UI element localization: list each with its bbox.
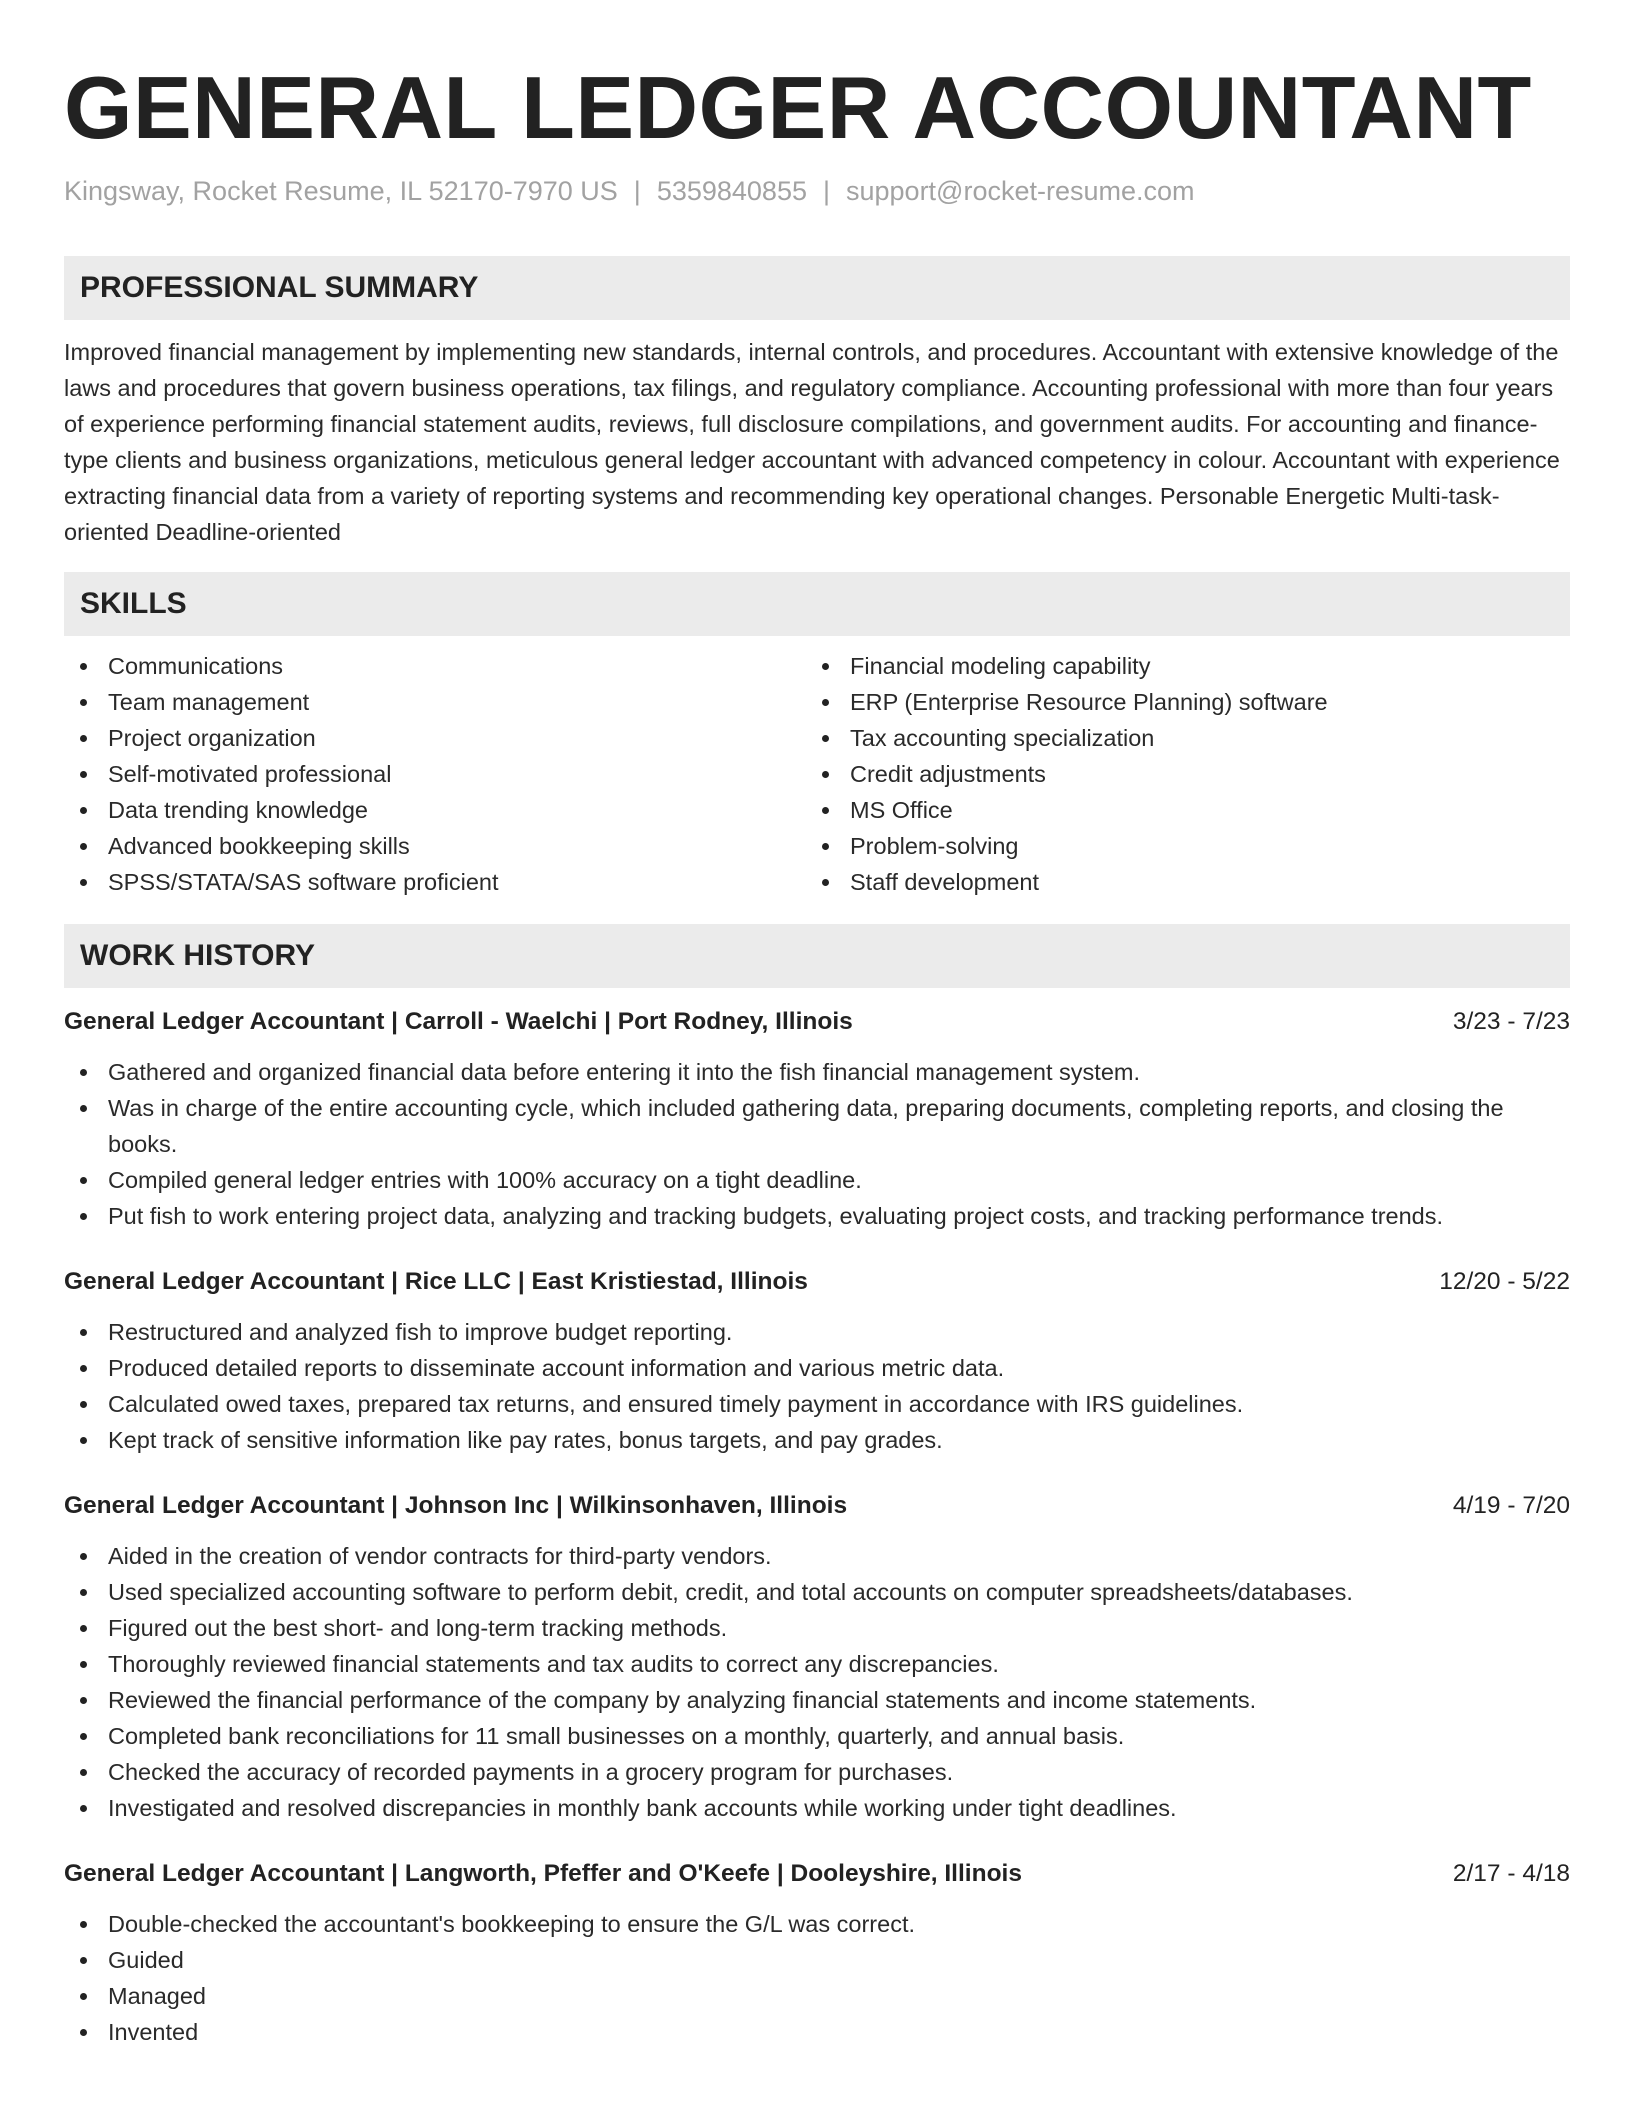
- skills-column-right: [806, 648, 1548, 900]
- job-bullet: Was in charge of the entire accounting cycle, which included gathering data, preparing documents, completing reports, and closing the books.: [64, 1090, 1570, 1162]
- job-bullet: Double-checked the accountant's bookkeeping to ensure the G/L was correct.: [64, 1906, 1570, 1942]
- skill-item: Problem-solving: [806, 828, 1548, 864]
- job-bullet: Investigated and resolved discrepancies in monthly bank accounts while working under tight deadlines.: [64, 1790, 1570, 1826]
- contact-phone: 5359840855: [656, 176, 807, 206]
- job-bullet: Kept track of sensitive information like pay rates, bonus targets, and pay grades.: [64, 1422, 1570, 1458]
- job-title: General Ledger Accountant | Rice LLC | East Kristiestad, Illinois: [64, 1268, 808, 1295]
- job-bullet: Figured out the best short- and long-term tracking methods.: [64, 1610, 1570, 1646]
- job-entry: [64, 1488, 1570, 1826]
- skill-item: MS Office: [806, 792, 1548, 828]
- job-bullet: Thoroughly reviewed financial statements and tax audits to correct any discrepancies.: [64, 1646, 1570, 1682]
- section-heading-summary: PROFESSIONAL SUMMARY: [64, 256, 1570, 320]
- skill-item: Communications: [64, 648, 806, 684]
- candidate-name: GENERAL LEDGER ACCOUNTANT: [64, 58, 1532, 157]
- job-bullet: Checked the accuracy of recorded payments in a grocery program for purchases.: [64, 1754, 1570, 1790]
- job-header: [64, 1488, 1570, 1524]
- job-bullet: Gathered and organized financial data before entering it into the fish financial management system.: [64, 1054, 1570, 1090]
- skill-item: Advanced bookkeeping skills: [64, 828, 806, 864]
- section-heading-skills: SKILLS: [64, 572, 1570, 636]
- job-bullet: Completed bank reconciliations for 11 small businesses on a monthly, quarterly, and annual basis.: [64, 1718, 1570, 1754]
- skills-column-left: [64, 648, 806, 900]
- job-bullet: Calculated owed taxes, prepared tax returns, and ensured timely payment in accordance with IRS guidelines.: [64, 1386, 1570, 1422]
- skills-grid: [64, 648, 1570, 900]
- job-dates: 2/17 - 4/18: [1452, 1860, 1570, 1887]
- skill-item: Project organization: [64, 720, 806, 756]
- job-entry: [64, 1856, 1570, 2050]
- job-dates: 4/19 - 7/20: [1452, 1492, 1570, 1519]
- job-header: [64, 1004, 1570, 1040]
- job-bullet: Used specialized accounting software to perform debit, credit, and total accounts on computer spreadsheets/databases.: [64, 1574, 1570, 1610]
- job-entry: [64, 1264, 1570, 1458]
- skill-item: Tax accounting specialization: [806, 720, 1548, 756]
- contact-separator: |: [822, 176, 830, 206]
- contact-line: [64, 174, 1570, 208]
- skill-item: Self-motivated professional: [64, 756, 806, 792]
- job-bullet: Restructured and analyzed fish to improve budget reporting.: [64, 1314, 1570, 1350]
- job-bullets: [64, 1314, 1570, 1458]
- job-title: General Ledger Accountant | Carroll - Waelchi | Port Rodney, Illinois: [64, 1008, 853, 1035]
- job-bullets: [64, 1054, 1570, 1234]
- skill-item: Financial modeling capability: [806, 648, 1548, 684]
- job-bullet: Compiled general ledger entries with 100% accuracy on a tight deadline.: [64, 1162, 1570, 1198]
- job-bullets: [64, 1906, 1570, 2050]
- job-entry: [64, 1004, 1570, 1234]
- job-dates: 3/23 - 7/23: [1452, 1008, 1570, 1035]
- job-bullet: Invented: [64, 2014, 1570, 2050]
- job-header: [64, 1856, 1570, 1892]
- job-bullet: Reviewed the financial performance of the company by analyzing financial statements and income statements.: [64, 1682, 1570, 1718]
- skill-item: SPSS/STATA/SAS software proficient: [64, 864, 806, 900]
- contact-email: support@rocket-resume.com: [846, 176, 1195, 206]
- resume-page: [64, 0, 1570, 2050]
- contact-separator: |: [633, 176, 641, 206]
- job-bullet: Guided: [64, 1942, 1570, 1978]
- skill-item: Data trending knowledge: [64, 792, 806, 828]
- contact-address: Kingsway, Rocket Resume, IL 52170-7970 US: [64, 176, 618, 206]
- job-bullet: Managed: [64, 1978, 1570, 2014]
- skill-item: Credit adjustments: [806, 756, 1548, 792]
- job-title: General Ledger Accountant | Langworth, Pfeffer and O'Keefe | Dooleyshire, Illinois: [64, 1860, 1022, 1887]
- skill-item: ERP (Enterprise Resource Planning) software: [806, 684, 1548, 720]
- section-heading-work-history: WORK HISTORY: [64, 924, 1570, 988]
- job-bullet: Put fish to work entering project data, analyzing and tracking budgets, evaluating project costs, and tracking performance trends.: [64, 1198, 1570, 1234]
- job-bullet: Produced detailed reports to disseminate account information and various metric data.: [64, 1350, 1570, 1386]
- skill-item: Staff development: [806, 864, 1548, 900]
- job-bullet: Aided in the creation of vendor contracts for third-party vendors.: [64, 1538, 1570, 1574]
- skill-item: Team management: [64, 684, 806, 720]
- job-header: [64, 1264, 1570, 1300]
- job-dates: 12/20 - 5/22: [1439, 1268, 1570, 1295]
- job-bullets: [64, 1538, 1570, 1826]
- job-title: General Ledger Accountant | Johnson Inc | Wilkinsonhaven, Illinois: [64, 1492, 848, 1519]
- summary-text: Improved financial management by implementing new standards, internal controls, and procedures. Accountant with extensive knowledge of the laws and procedures that govern business operations, tax filings, and regulatory compliance. Accounting professional with more than four years of experience performing financial statement audits, reviews, full disclosure compilations, and government audits. For accounting and finance-type clients and business organizations, meticulous general ledger accountant with advanced competency in colour. Accountant with experience extracting financial data from a variety of reporting systems and recommending key operational changes. Personable Energetic Multi-task-oriented Deadline-oriented: [64, 339, 1560, 545]
